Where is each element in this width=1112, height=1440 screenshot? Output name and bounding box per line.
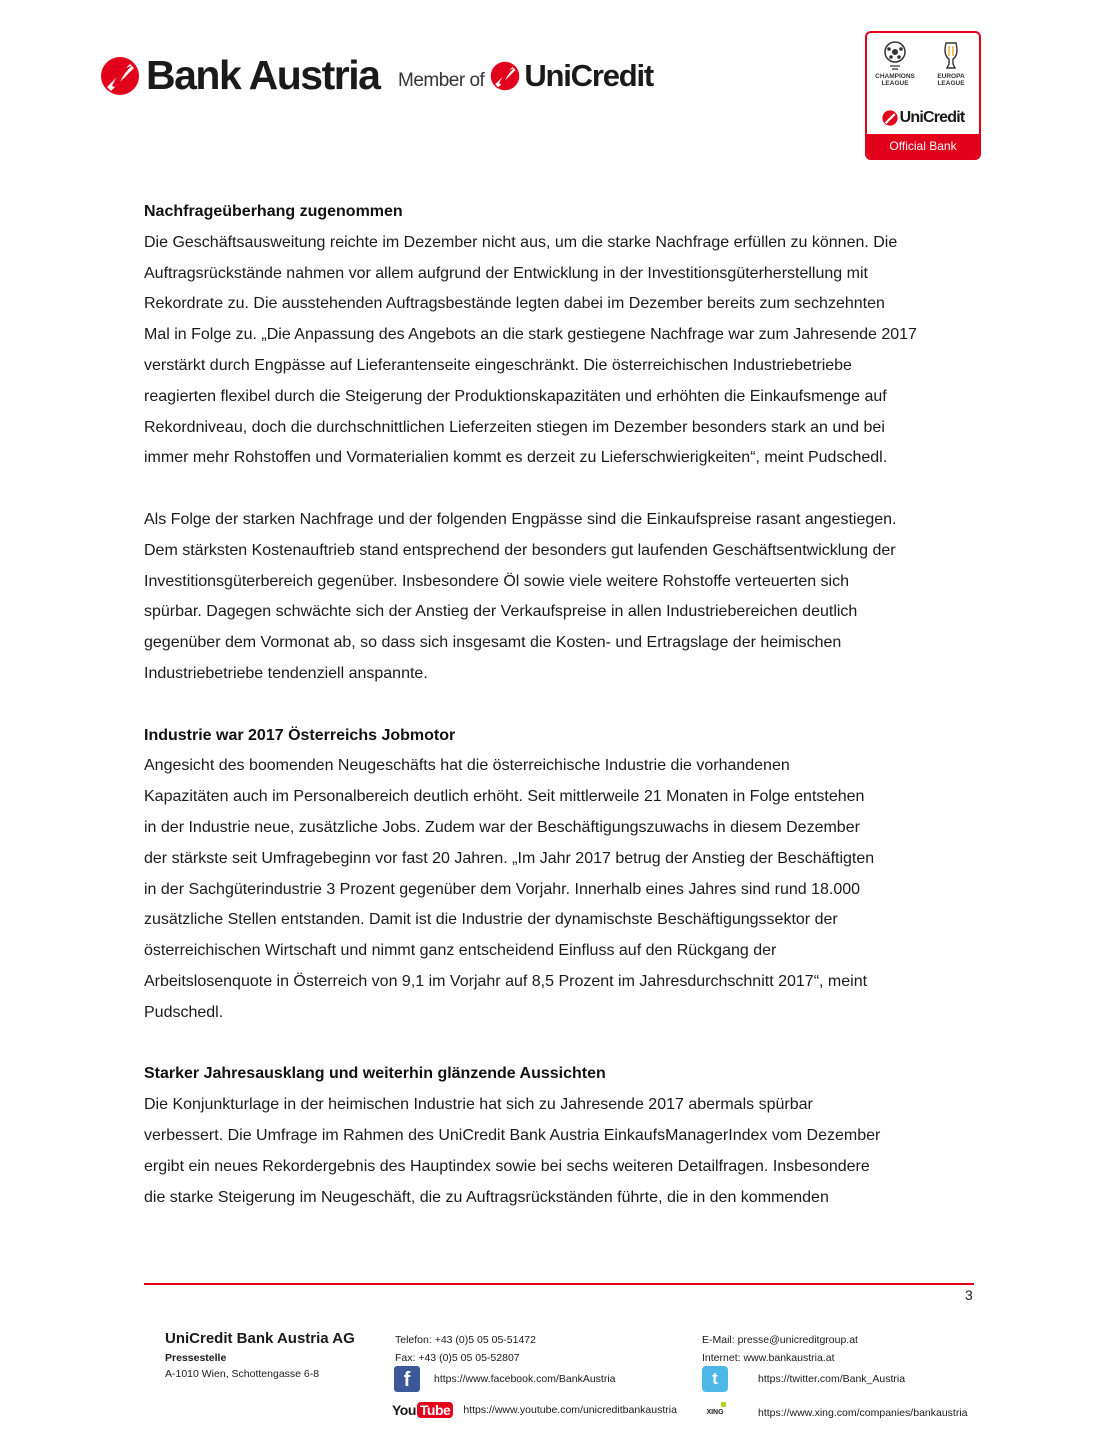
text-line: Arbeitslosenquote in Österreich von 9,1 im Vorjahr auf 8,5 Prozent im Jahresdurchschnitt 2017“, meint [144, 972, 868, 990]
section-jahresausklang [144, 1059, 944, 1213]
section-heading: Starker Jahresausklang und weiterhin glänzende Aussichten [144, 1065, 606, 1083]
paragraph-gap [144, 474, 944, 505]
footer-phone: Telefon: +43 (0)5 05 05-51472 [395, 1334, 536, 1346]
bank-austria-logo [100, 52, 379, 99]
section-heading: Nachfrageüberhang zugenommen [144, 203, 403, 220]
section-einkaufspreise [144, 505, 944, 690]
text-line: Industriebetriebe tendenziell anspannte. [144, 664, 428, 682]
footer-fax: Fax: +43 (0)5 05 05-52807 [395, 1352, 520, 1364]
unicredit-name: UniCredit [524, 58, 654, 93]
facebook-url[interactable]: https://www.facebook.com/BankAustria [434, 1373, 616, 1385]
text-line: Die Konjunkturlage in der heimischen Industrie hat sich zu Jahresende 2017 abermals spürbar [144, 1096, 813, 1114]
text-line: Auftragsrückstände nahmen vor allem aufgrund der Entwicklung in der Investitionsgüterherstellung mit [144, 264, 868, 282]
youtube-icon-tube: Tube [417, 1402, 453, 1418]
text-line: in der Industrie neue, zusätzliche Jobs. Zudem war der Beschäftigungszuwachs in diesem Dezember [144, 818, 860, 836]
text-line: Pudschedl. [144, 1003, 224, 1021]
football-icon [882, 41, 908, 71]
section-heading: Industrie war 2017 Österreichs Jobmotor [144, 726, 456, 744]
section-jobmotor [144, 721, 944, 1029]
unicredit-emblem-icon [882, 110, 898, 126]
text-line: Mal in Folge zu. „Die Anpassung des Angebots an die stark gestiegene Nachfrage war zum Jahresende 2017 [144, 326, 917, 344]
footer-company: UniCredit Bank Austria AG [165, 1330, 355, 1347]
text-line: Investitionsgüterbereich gegenüber. Insbesondere Öl sowie viele weitere Rohstoffe verteuerten sich [144, 572, 850, 590]
text-line: österreichischen Wirtschaft und nimmt ganz entscheidend Einfluss auf den Rückgang der [144, 942, 777, 960]
text-line: in der Sachgüterindustrie 3 Prozent gegenüber dem Vorjahr. Innerhalb eines Jahres sind rund 18.000 [144, 880, 861, 898]
text-line: verstärkt durch Engpässe auf Lieferantenseite eingeschränkt. Die österreichischen Industriebetriebe [144, 356, 852, 374]
youtube-icon [392, 1402, 453, 1418]
footer-divider [144, 1283, 974, 1285]
text-line: Rekordrate zu. Die ausstehenden Auftragsbestände legten dabei im Dezember bereits zum sechzehnten [144, 295, 885, 313]
xing-url[interactable]: https://www.xing.com/companies/bankaustria [758, 1407, 968, 1419]
text-line: Kapazitäten auch im Personalbereich deutlich erhöht. Seit mittlerweile 21 Monaten in Folge entstehen [144, 788, 865, 806]
youtube-url[interactable]: https://www.youtube.com/unicreditbankaustria [463, 1404, 677, 1416]
text-line: immer mehr Rohstoffen und Vormaterialien kommt es derzeit zu Lieferschwierigkeiten“, meint Pudschedl. [144, 449, 888, 467]
text-line: ergibt ein neues Rekordergebnis des Hauptindex sowie bei sechs weiteren Detailfragen. Insbesondere [144, 1157, 870, 1175]
footer-internet[interactable]: Internet: www.bankaustria.at [702, 1352, 835, 1364]
official-bank-badge [865, 31, 981, 160]
text-line: verbessert. Die Umfrage im Rahmen des UniCredit Bank Austria EinkaufsManagerIndex vom Dezember [144, 1126, 881, 1144]
section-nachfrage [144, 197, 944, 474]
footer-address: A-1010 Wien, Schottengasse 6-8 [165, 1368, 320, 1380]
facebook-link[interactable] [394, 1366, 616, 1392]
text-line: zusätzliche Stellen entstanden. Damit ist die Industrie der dynamischste Beschäftigungssektor der [144, 911, 838, 929]
text-line: spürbar. Dagegen schwächte sich der Anstieg der Verkaufspreise in allen Industriebereichen deutlich [144, 603, 858, 621]
text-line: der stärkste seit Umfragebeginn vor fast 20 Jahren. „Im Jahr 2017 betrug der Anstieg der Beschäftigten [144, 849, 875, 867]
text-line: die starke Steigerung im Neugeschäft, die zu Auftragsrückständen führte, die in den kommenden [144, 1188, 829, 1206]
footer-department: Pressestelle [165, 1352, 227, 1364]
text-line: gegenüber dem Vormonat ab, so dass sich insgesamt die Kosten- und Ertragslage der heimischen [144, 634, 842, 652]
member-of-label: Member of [398, 70, 485, 91]
unicredit-emblem-icon [100, 56, 140, 96]
text-line: Rekordniveau, doch die durchschnittlichen Lieferzeiten stiegen im Dezember besonders stark an und bei [144, 418, 885, 436]
text-line: Angesicht des boomenden Neugeschäfts hat die österreichische Industrie die vorhandenen [144, 757, 790, 775]
page-number: 3 [965, 1287, 973, 1303]
official-bank-label: Official Bank [867, 134, 979, 158]
twitter-url[interactable]: https://twitter.com/Bank_Austria [758, 1373, 906, 1385]
badge-trophies [867, 41, 979, 87]
twitter-icon: t [702, 1366, 728, 1392]
footer-email[interactable]: E-Mail: presse@unicreditgroup.at [702, 1334, 858, 1346]
champions-league-trophy [870, 41, 920, 87]
member-of-unicredit [398, 58, 653, 94]
europa-league-trophy [926, 41, 976, 87]
europa-league-label: EUROPA LEAGUE [937, 73, 965, 87]
twitter-link[interactable] [702, 1366, 905, 1392]
brand-name: Bank Austria [146, 52, 380, 98]
paragraph-gap [144, 690, 944, 721]
xing-icon: XING [702, 1400, 728, 1426]
badge-unicredit-logo [867, 109, 979, 127]
youtube-icon-you: You [392, 1402, 416, 1418]
paragraph-gap [144, 1029, 944, 1060]
facebook-icon: f [394, 1366, 420, 1392]
text-line: Die Geschäftsausweitung reichte im Dezember nicht aus, um die starke Nachfrage erfüllen zu können. Die [144, 233, 898, 251]
text-line: Als Folge der starken Nachfrage und der folgenden Engpässe sind die Einkaufspreise rasant angestiegen. [144, 510, 897, 528]
text-line: Dem stärksten Kostenauftrieb stand entsprechend der besonders gut laufenden Geschäftsentwicklung der [144, 541, 896, 559]
text-line: reagierten flexibel durch die Steigerung der Produktionskapazitäten und erhöhten die Einkaufsmenge auf [144, 387, 887, 405]
unicredit-emblem-icon [490, 61, 520, 91]
trophy-icon [938, 41, 964, 71]
article-body [144, 197, 944, 1213]
champions-league-label: CHAMPIONS LEAGUE [875, 73, 915, 87]
xing-link[interactable] [702, 1400, 968, 1426]
badge-unicredit-name: UniCredit [899, 109, 965, 126]
youtube-link[interactable] [392, 1402, 677, 1418]
